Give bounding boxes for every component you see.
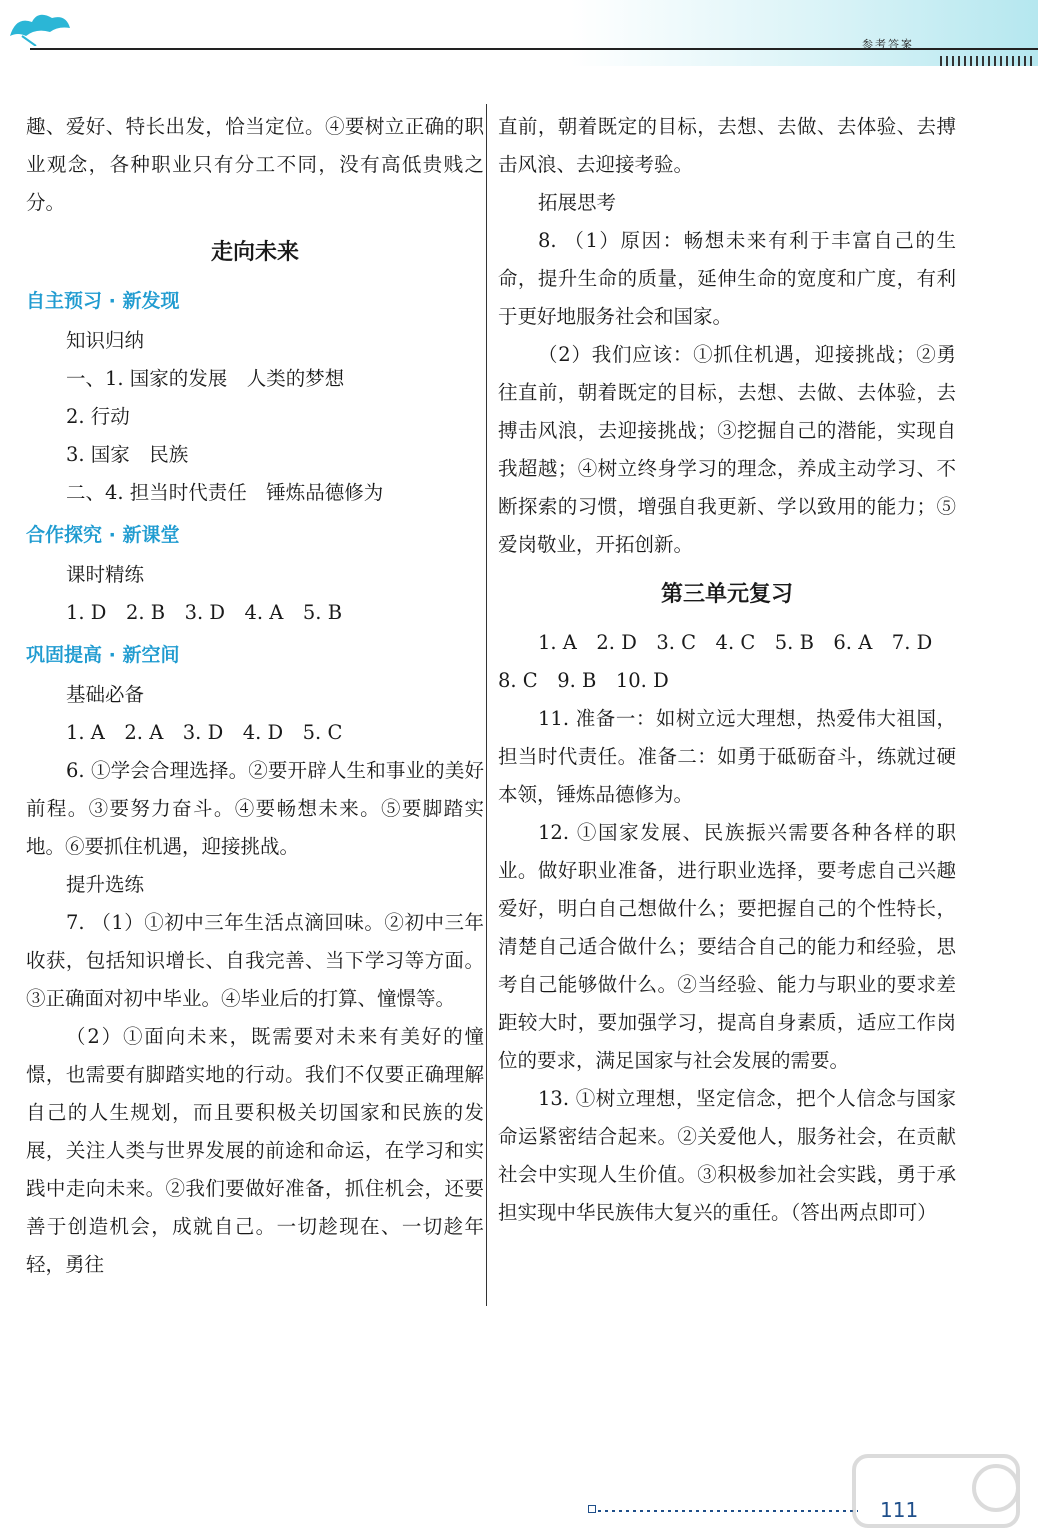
answer-line: 二、4. 担当时代责任 锤炼品德修为 [66, 481, 384, 504]
answer-paragraph: 11. 准备一：如树立远大理想，热爱伟大祖国，担当时代责任。准备二：如勇于砥砺奋斗，练就过硬本领，锤炼品德修为。 [498, 707, 956, 806]
answer-paragraph: （2）我们应该：①抓住机遇，迎接挑战；②勇往直前，朝着既定的目标，去想、去做、去体验，去搏击风浪，去迎接挑战；③挖掘自己的潜能，实现自我超越；④树立终身学习的理念，养成主动学习、不断探索的习惯，增强自我更新、学以致用的能力；⑤爱岗敬业，开拓创新。 [498, 343, 956, 556]
answer-paragraph: 7. （1）①初中三年生活点滴回味。②初中三年收获，包括知识增长、自我完善、当下学习等方面。③正确面对初中毕业。④毕业后的打算、憧憬等。 [26, 911, 484, 1010]
answer-line: 2. 行动 [66, 405, 130, 428]
cloud-logo-icon [6, 6, 76, 46]
right-column [498, 108, 956, 1232]
answer-line: 一、1. 国家的发展 人类的梦想 [66, 367, 345, 390]
section-heading: 合作探究 · 新课堂 [26, 524, 180, 546]
section-heading: 巩固提高 · 新空间 [26, 644, 180, 666]
left-column [26, 108, 484, 1284]
subheading: 拓展思考 [538, 191, 617, 214]
subheading: 知识归纳 [66, 329, 145, 352]
column-divider [486, 104, 487, 1306]
answer-line: 1. A 2. D 3. C 4. C 5. B 6. A 7. D [538, 631, 933, 654]
answer-paragraph: 6. ①学会合理选择。②要开辟人生和事业的美好前程。③要努力奋斗。④要畅想未来。⑤要脚踏实地。⑥要抓住机遇，迎接挑战。 [26, 759, 484, 858]
answer-paragraph: 12. ①国家发展、民族振兴需要各种各样的职业。做好职业准备，进行职业选择，要考虑自己兴趣爱好，明白自己想做什么；要把握自己的个性特长，清楚自己适合做什么；要结合自己的能力和经验，思考自己能够做什么。②当经验、能力与职业的要求差距较大时，要加强学习，提高自身素质，适应工作岗位的要求，满足国家与社会发展的需要。 [498, 821, 956, 1072]
header-ticks [940, 56, 1036, 66]
footer-marker-icon [588, 1505, 596, 1513]
unit-title: 第三单元复习 [660, 582, 793, 607]
watermark-icon [846, 1448, 1026, 1534]
answer-line: 1. D 2. B 3. D 4. A 5. B [66, 601, 343, 624]
header-band [0, 0, 1038, 66]
subheading: 基础必备 [66, 683, 145, 706]
answer-paragraph: 13. ①树立理想，坚定信念，把个人信念与国家命运紧密结合起来。②关爱他人，服务社会，在贡献社会中实现人生价值。③积极参加社会实践，勇于承担实现中华民族伟大复兴的重任。（答出两点即可） [498, 1087, 956, 1224]
answer-paragraph: 8. （1）原因：畅想未来有利于丰富自己的生命，提升生命的质量，延伸生命的宽度和广度，有利于更好地服务社会和国家。 [498, 229, 956, 328]
footer-dotted-rule [598, 1510, 858, 1512]
intro-paragraph: 趣、爱好、特长出发，恰当定位。④要树立正确的职业观念，各种职业只有分工不同，没有高低贵贱之分。 [26, 115, 484, 214]
answer-line: 1. A 2. A 3. D 4. D 5. C [66, 721, 343, 744]
subheading: 课时精练 [66, 563, 145, 586]
page-number: 111 [880, 1498, 919, 1522]
section-heading: 自主预习 · 新发现 [26, 290, 180, 312]
answer-paragraph: 直前，朝着既定的目标，去想、去做、去体验、去搏击风浪、去迎接考验。 [498, 115, 956, 176]
answer-line: 8. C 9. B 10. D [498, 669, 669, 692]
subheading: 提升选练 [66, 873, 145, 896]
answer-line: 3. 国家 民族 [66, 443, 189, 466]
header-label: 参考答案 [862, 38, 914, 51]
answer-paragraph: （2）①面向未来，既需要对未来有美好的憧憬，也需要有脚踏实地的行动。我们不仅要正确理解自己的人生规划，而且要积极关切国家和民族的发展，关注人类与世界发展的前途和命运，在学习和实践中走向未来。②我们要做好准备，抓住机会，还要善于创造机会，成就自己。一切趁现在、一切趁年轻，勇往 [26, 1025, 484, 1276]
lesson-title: 走向未来 [210, 240, 299, 265]
